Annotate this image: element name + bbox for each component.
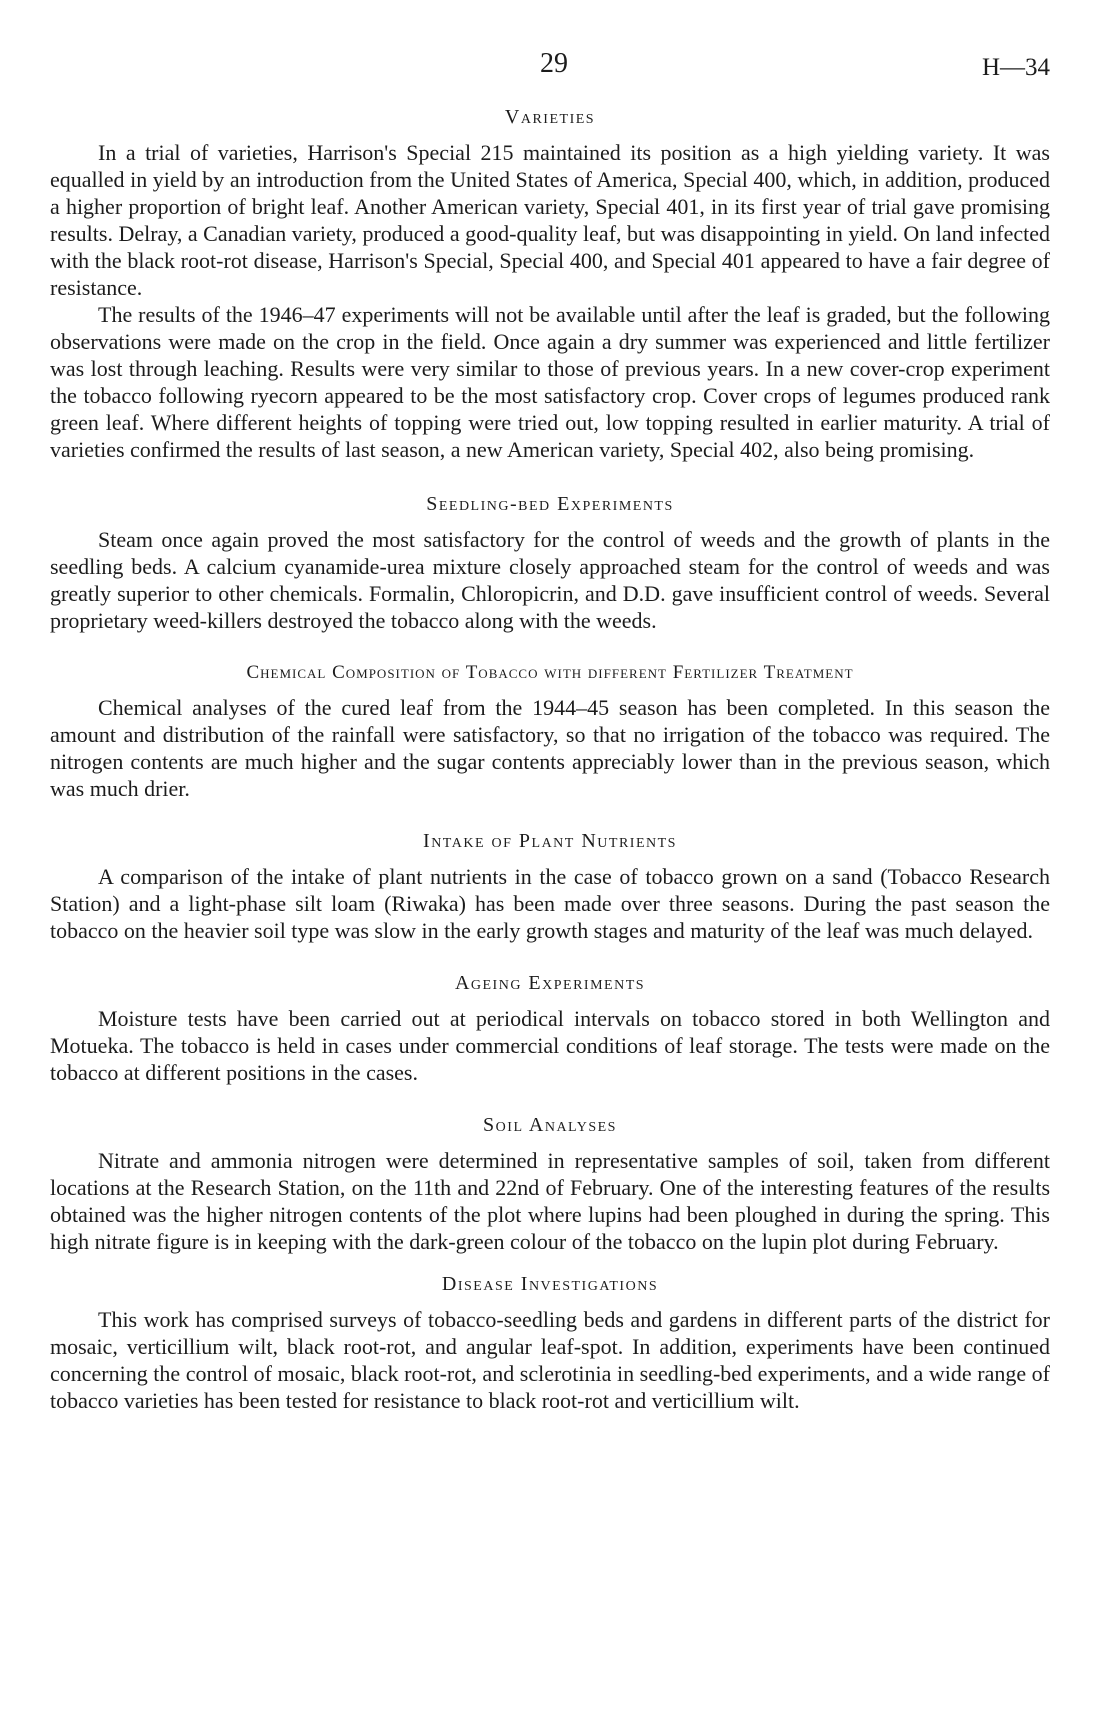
paragraph: The results of the 1946–47 experiments will not be available until after the leaf is graded, but the following observations were made on the crop in the field. Once again a dry summer was experienced and little fertilizer was lost through leaching. Results were very similar to those of previous years. In a new cover-crop experiment the tobacco following ryecorn appeared to be the most satisfactory crop. Cover crops of legumes produced rank green leaf. Where different heights of topping were tried out, low topping resulted in earlier maturity. A trial of varieties confirmed the results of last season, a new American variety, Special 402, also being promising. [50, 302, 1050, 462]
paragraph: In a trial of varieties, Harrison's Special 215 maintained its position as a high yielding variety. It was equalled in yield by an introduction from the United States of America, Special 400, which, in addition, produced a higher proportion of bright leaf. Another American variety, Special 401, in its first year of trial gave promising results. Delray, a Canadian variety, produced a good-quality leaf, but was disappointing in yield. On land infected with the black root-rot disease, Harrison's Special, Special 400, and Special 401 appeared to have a fair degree of resistance. [50, 140, 1050, 300]
document-reference: H—34 [981, 54, 1050, 81]
section-varieties [50, 106, 1050, 463]
section-heading: Seedling-bed Experiments [426, 493, 674, 515]
paragraph: This work has comprised surveys of tobacco-seedling beds and gardens in different parts of the district for mosaic, verticillium wilt, black root-rot, and angular leaf-spot. In addition, experiments have been continued concerning the control of mosaic, black root-rot, and sclerotinia in seedling-bed experiments, and a wide range of tobacco varieties has been tested for resistance to black root-rot and verticillium wilt. [50, 1307, 1050, 1413]
section-heading: Intake of Plant Nutrients [423, 830, 677, 852]
section-heading: Ageing Experiments [454, 972, 646, 994]
section-heading: Varieties [504, 106, 596, 128]
section-seedling-bed-experiments [50, 493, 1050, 634]
paragraph: Nitrate and ammonia nitrogen were determined in representative samples of soil, taken from different locations at the Research Station, on the 11th and 22nd of February. One of the interesting features of the results obtained was the higher nitrogen contents of the plot where lupins had been ploughed in during the spring. This high nitrate figure is in keeping with the dark-green colour of the tobacco on the lupin plot during February. [50, 1148, 1050, 1254]
section-disease-investigations [50, 1273, 1050, 1414]
section-chemical-composition [50, 662, 1050, 802]
paragraph: Moisture tests have been carried out at periodical intervals on tobacco stored in both Wellington and Motueka. The tobacco is held in cases under commercial conditions of leaf storage. The tests were made on the tobacco at different positions in the cases. [50, 1006, 1050, 1085]
page-number: 29 [540, 48, 568, 79]
section-intake-of-plant-nutrients [50, 830, 1050, 944]
paragraph: Chemical analyses of the cured leaf from the 1944–45 season has been completed. In this season the amount and distribution of the rainfall were satisfactory, so that no irrigation of the tobacco was required. The nitrogen contents are much higher and the sugar contents appreciably lower than in the previous season, which was much drier. [50, 695, 1050, 801]
page-header [50, 40, 1050, 92]
section-heading: Disease Investigations [441, 1273, 659, 1295]
paragraph: A comparison of the intake of plant nutrients in the case of tobacco grown on a sand (Tobacco Research Station) and a light-phase silt loam (Riwaka) has been made over three seasons. During the past season the tobacco on the heavier soil type was slow in the early growth stages and maturity of the leaf was much delayed. [50, 864, 1050, 943]
section-heading: Chemical Composition of Tobacco with different Fertilizer Treatment [246, 662, 854, 683]
section-ageing-experiments [50, 972, 1050, 1086]
section-heading: Soil Analyses [483, 1114, 617, 1136]
section-soil-analyses [50, 1114, 1050, 1255]
paragraph: Steam once again proved the most satisfactory for the control of weeds and the growth of plants in the seedling beds. A calcium cyanamide-urea mixture closely approached steam for the control of weeds and was greatly superior to other chemicals. Formalin, Chloropicrin, and D.D. gave insufficient control of weeds. Several proprietary weed-killers destroyed the tobacco along with the weeds. [50, 527, 1050, 633]
document-page [50, 40, 1050, 1414]
